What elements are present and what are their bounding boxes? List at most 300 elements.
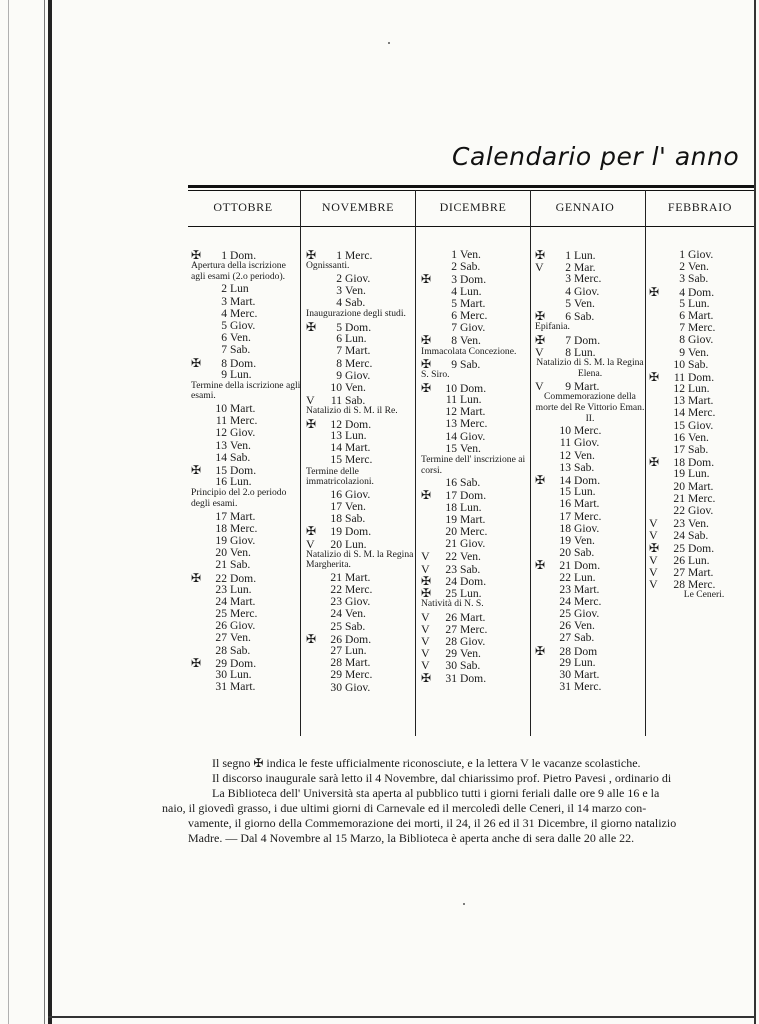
day-entry: [421, 672, 533, 684]
day-entry: [535, 547, 647, 559]
weekday: Lun.: [230, 582, 252, 596]
day-note: Termine dell' inscrizione ai corsi.: [421, 454, 526, 476]
weekday: Mart.: [230, 402, 256, 416]
holiday-cross-icon: ✠: [306, 248, 317, 262]
weekday: Giov.: [460, 429, 486, 443]
day-number: 19: [330, 525, 342, 539]
weekday: Dom.: [230, 571, 257, 585]
day-number: 16: [673, 430, 685, 444]
weekday: Mart.: [688, 565, 714, 579]
weekday: Mart.: [688, 308, 714, 322]
weekday: Mart.: [460, 405, 486, 419]
weekday: Lun.: [460, 284, 482, 298]
weekday: Giov.: [688, 418, 714, 432]
day-number: 29: [215, 656, 227, 670]
binding-edge: [48, 0, 52, 1024]
day-number: 9: [679, 345, 685, 359]
day-entry: [306, 513, 418, 525]
weekday: Sab.: [460, 476, 481, 490]
day-note: Inaugurazione degli studi.: [306, 308, 406, 320]
day-entry: [306, 525, 418, 537]
vacation-marker: V: [421, 549, 430, 564]
paper-speck: [463, 903, 465, 905]
day-number: 5: [336, 320, 342, 334]
weekday: Lun.: [230, 668, 252, 681]
footer-line: Il segno ✠ indica le feste ufficialmente riconosciute, e la lettera V le vacanze scolastiche.: [212, 756, 641, 770]
day-number: 9: [221, 367, 227, 381]
day-number: 26: [445, 610, 457, 624]
day-number: 24: [330, 607, 342, 621]
weekday: Ven.: [345, 380, 366, 394]
day-number: 14: [330, 441, 342, 455]
table-top-rule-thin: [188, 190, 754, 191]
weekday: Ven.: [688, 430, 709, 444]
weekday: Dom.: [460, 671, 487, 685]
weekday: Ven.: [345, 499, 366, 513]
page-title: Calendario per l' anno: [452, 142, 740, 171]
day-number: 22: [559, 570, 571, 584]
day-number: 27: [559, 631, 571, 645]
month-header-ottobre: OTTOBRE: [213, 200, 273, 214]
weekday: Lun.: [688, 296, 710, 310]
day-number: 2: [565, 261, 571, 275]
weekday: Lun.: [574, 345, 596, 359]
day-entry: [421, 261, 533, 273]
weekday: Dom.: [688, 541, 715, 555]
paper-speck: [388, 42, 390, 44]
weekday: Mar.: [574, 261, 596, 275]
day-entry: [535, 249, 647, 261]
vacation-marker: V: [535, 260, 544, 275]
day-number: 12: [330, 417, 342, 431]
day-number: 3: [336, 283, 342, 297]
weekday: Sab.: [230, 558, 251, 572]
weekday: Giov.: [460, 321, 486, 335]
weekday: Merc.: [345, 668, 373, 682]
day-number: 19: [559, 533, 571, 547]
day-number: 27: [330, 644, 342, 658]
weekday: Merc.: [345, 249, 373, 262]
month-column-novembre: [306, 249, 418, 694]
day-note: Ognissanti.: [306, 260, 350, 272]
weekday: Lun.: [574, 570, 596, 584]
weekday: Merc.: [345, 453, 373, 467]
holiday-cross-icon: ✠: [421, 272, 432, 287]
vacation-marker: V: [306, 536, 315, 551]
weekday: Ven.: [460, 550, 481, 564]
day-note: S. Siro.: [421, 369, 450, 381]
day-number: 20: [673, 479, 685, 493]
weekday: Dom.: [345, 417, 372, 431]
day-number: 12: [445, 405, 457, 419]
weekday: Ven.: [574, 296, 595, 310]
weekday: Dom.: [688, 370, 715, 384]
weekday: Lun.: [574, 655, 596, 669]
weekday: Dom.: [230, 249, 257, 262]
day-number: 8: [565, 345, 571, 359]
weekday: Ven.: [230, 438, 251, 452]
weekday: Merc.: [460, 308, 488, 322]
day-number: 19: [673, 467, 685, 481]
month-column-dicembre: [421, 249, 533, 684]
holiday-cross-icon: ✠: [306, 631, 317, 646]
day-number: 17: [330, 499, 342, 513]
weekday: Dom.: [688, 456, 715, 470]
day-number: 14: [445, 429, 457, 443]
weekday: Merc.: [345, 356, 373, 370]
holiday-cross-icon: ✠: [421, 573, 432, 588]
holiday-cross-icon: ✠: [421, 333, 432, 348]
day-number: 26: [330, 632, 342, 646]
vacation-marker: V: [649, 552, 658, 567]
day-number: 2: [221, 282, 227, 296]
weekday: Sab.: [460, 260, 481, 274]
weekday: Giov.: [345, 680, 371, 694]
weekday: Giov.: [460, 635, 486, 649]
vacation-marker: V: [421, 621, 430, 636]
vacation-marker: V: [421, 634, 430, 649]
day-number: 29: [559, 655, 571, 669]
weekday: Mart.: [574, 497, 600, 511]
day-number: 25: [559, 607, 571, 621]
holiday-cross-icon: ✠: [421, 380, 432, 395]
day-number: 21: [215, 558, 227, 572]
day-number: 18: [673, 456, 685, 470]
day-number: 1: [221, 249, 227, 262]
weekday: Ven.: [230, 331, 251, 345]
month-header-dicembre: DICEMBRE: [439, 200, 507, 214]
day-number: 26: [559, 619, 571, 633]
page-shadow-line: [8, 0, 9, 1024]
day-note: Natalizio di S. M. la Regina Margherita.: [306, 548, 414, 571]
footer-line: vamente, il giorno della Commemorazione dei morti, il 24, il 26 ed il 31 Dicembre, il giorno natalizio: [188, 816, 677, 830]
weekday: Giov.: [230, 533, 256, 547]
weekday: Sab.: [574, 309, 595, 323]
day-number: 14: [673, 406, 685, 420]
day-number: 26: [673, 553, 685, 567]
day-number: 1: [679, 248, 685, 261]
day-number: 15: [559, 485, 571, 499]
holiday-cross-icon: ✠: [421, 357, 432, 372]
day-note: Natalizio di S. M. la Regina Elena.: [536, 357, 644, 379]
weekday: Sab.: [574, 631, 595, 645]
weekday: Merc.: [688, 406, 716, 420]
holiday-cross-icon: ✠: [535, 558, 546, 573]
day-number: 21: [673, 491, 685, 505]
day-number: 3: [679, 272, 685, 286]
weekday: Mart.: [460, 296, 486, 310]
weekday: Lun.: [688, 382, 710, 396]
holiday-cross-icon: ✠: [421, 670, 432, 685]
day-entry: [191, 681, 303, 693]
day-number: 10: [330, 380, 342, 394]
weekday: Lun.: [688, 467, 710, 481]
day-number: 25: [673, 541, 685, 555]
day-entry: [649, 359, 759, 371]
vacation-marker: V: [421, 658, 430, 673]
weekday: Sab.: [345, 512, 366, 526]
day-number: 21: [559, 559, 571, 573]
footer-notes: [162, 756, 758, 846]
day-entry: [306, 382, 418, 394]
weekday: Sab.: [230, 643, 251, 657]
day-number: 31: [215, 680, 227, 694]
day-number: 16: [445, 476, 457, 490]
weekday: Lun.: [345, 644, 367, 658]
day-number: 11: [445, 393, 457, 407]
day-number: 3: [451, 273, 457, 287]
day-note: Principio del 2.o periodo degli esami.: [191, 487, 287, 509]
day-note: Natività di N. S.: [421, 598, 484, 610]
day-note: Natalizio di S. M. il Re.: [306, 405, 398, 417]
weekday: Giov.: [230, 426, 256, 440]
day-entry: [535, 632, 647, 644]
footer-line: La Biblioteca dell' Università sta aperta al pubblico tutti i giorni feriali dalle ore 9 alle 16 e la: [212, 786, 660, 800]
day-number: 4: [679, 285, 685, 299]
vacation-marker: V: [649, 528, 658, 543]
month-column-gennaio: [535, 249, 647, 693]
weekday: Giov.: [345, 487, 371, 501]
weekday: Mart.: [345, 344, 371, 358]
day-number: 1: [336, 249, 342, 262]
weekday: Giov.: [460, 537, 486, 551]
day-number: 15: [215, 464, 227, 477]
day-number: 22: [215, 571, 227, 585]
weekday: Mart.: [345, 441, 371, 455]
weekday: Giov.: [574, 607, 600, 621]
day-note: Apertura della iscrizione agli esami (2.o periodo).: [191, 260, 286, 282]
weekday: Giov.: [345, 271, 371, 285]
vacation-marker: V: [535, 379, 544, 394]
day-number: 7: [221, 343, 227, 357]
day-number: 18: [215, 521, 227, 535]
weekday: Ven.: [345, 607, 366, 621]
weekday: Lun.: [574, 249, 596, 262]
day-entry: [421, 575, 533, 587]
holiday-cross-icon: ✠: [191, 355, 202, 370]
day-number: 6: [336, 332, 342, 346]
month-header-febbraio: FEBBRAIO: [667, 200, 733, 214]
day-number: 7: [336, 344, 342, 358]
day-number: 7: [451, 321, 457, 335]
day-number: 6: [221, 331, 227, 345]
weekday: Giov.: [345, 368, 371, 382]
weekday: Lun.: [460, 586, 482, 600]
weekday: Giov.: [230, 619, 256, 633]
weekday: Sab.: [688, 272, 709, 286]
day-number: 30: [215, 668, 227, 681]
weekday: Giov.: [574, 284, 600, 298]
day-number: 12: [559, 448, 571, 462]
day-number: 17: [445, 489, 457, 503]
day-number: 14: [215, 450, 227, 464]
weekday: Mart.: [230, 680, 256, 694]
day-number: 6: [451, 308, 457, 322]
weekday: Merc.: [688, 321, 716, 335]
weekday: Mart.: [688, 394, 714, 408]
weekday: Merc.: [574, 509, 602, 523]
day-number: 8: [221, 356, 227, 370]
weekday: Ven.: [688, 517, 709, 531]
vacation-marker: V: [535, 344, 544, 359]
vacation-marker: V: [649, 516, 658, 531]
weekday: Merc.: [230, 414, 258, 428]
weekday: Lun.: [460, 500, 482, 514]
weekday: Giov.: [688, 503, 714, 517]
weekday: Sab.: [345, 296, 366, 310]
day-entry: [649, 566, 759, 578]
day-entry: [421, 647, 533, 659]
day-number: 23: [215, 582, 227, 596]
weekday: Mart.: [345, 656, 371, 670]
weekday: Sab.: [688, 443, 709, 456]
holiday-cross-icon: ✠: [191, 655, 202, 670]
weekday: Sab.: [230, 343, 251, 357]
day-number: 18: [445, 500, 457, 514]
day-number: 18: [559, 521, 571, 535]
day-number: 13: [559, 460, 571, 474]
day-number: 24: [445, 574, 457, 588]
weekday: Mart.: [230, 294, 256, 308]
weekday: Merc.: [345, 583, 373, 597]
day-number: 4: [336, 296, 342, 310]
weekday: Ven.: [345, 283, 366, 297]
day-number: 2: [451, 260, 457, 274]
day-note: Commemorazione della morte del Re Vittorio Eman. II.: [535, 391, 645, 424]
day-number: 27: [215, 631, 227, 645]
footer-line: Il discorso inaugurale sarà letto il 4 Novembre, dal chiarissimo prof. Pietro Pavesi , ordinario di: [212, 771, 672, 785]
weekday: Mart.: [574, 668, 600, 681]
weekday: Mart.: [688, 479, 714, 493]
day-number: 2: [679, 260, 685, 274]
weekday: Lun.: [688, 553, 710, 567]
day-number: 23: [673, 517, 685, 531]
vacation-marker: V: [649, 564, 658, 579]
page-bottom-edge: [48, 1016, 756, 1018]
month-column-ottobre: [191, 249, 303, 693]
weekday: Dom.: [460, 273, 487, 287]
holiday-cross-icon: ✠: [535, 332, 546, 347]
day-entry: [191, 559, 303, 571]
weekday: Merc.: [460, 622, 488, 636]
day-entry: [421, 563, 533, 575]
day-number: 7: [679, 321, 685, 335]
day-number: 11: [215, 414, 227, 428]
weekday: Lun.: [230, 475, 252, 489]
day-number: 27: [673, 565, 685, 579]
weekday: Sab.: [460, 358, 481, 372]
day-number: 30: [445, 659, 457, 673]
weekday: Giov.: [345, 595, 371, 609]
weekday: Sab.: [688, 357, 709, 371]
weekday: Giov.: [688, 333, 714, 347]
day-entry: [421, 322, 533, 334]
day-number: 8: [336, 356, 342, 370]
holiday-cross-icon: ✠: [191, 570, 202, 585]
day-number: 21: [445, 537, 457, 551]
weekday: Dom.: [460, 489, 487, 503]
holiday-cross-icon: ✠: [421, 488, 432, 503]
holiday-cross-icon: ✠: [306, 319, 317, 334]
holiday-cross-icon: ✠: [191, 248, 202, 262]
weekday: Giov.: [574, 521, 600, 535]
day-entry: [191, 344, 303, 356]
weekday: Sab.: [345, 394, 366, 408]
weekday: Merc.: [574, 680, 602, 694]
day-number: 3: [565, 272, 571, 286]
weekday: Ven.: [574, 533, 595, 547]
day-number: 27: [445, 622, 457, 636]
weekday: Ven.: [230, 546, 251, 560]
day-number: 25: [330, 619, 342, 633]
day-number: 11: [559, 436, 571, 450]
vacation-marker: V: [421, 561, 430, 576]
day-entry: [306, 454, 418, 466]
day-number: 14: [559, 474, 571, 487]
day-number: 16: [215, 475, 227, 489]
day-entry: [421, 477, 533, 489]
footer-line: naio, il giovedì grasso, i due ultimi giorni di Carnevale ed il mercoledì delle Ceneri, il 14 marzo con-: [162, 801, 647, 815]
day-number: 31: [445, 671, 457, 685]
day-number: 7: [565, 333, 571, 347]
weekday: Ven.: [574, 619, 595, 633]
holiday-cross-icon: ✠: [649, 284, 660, 299]
weekday: Dom.: [230, 356, 257, 370]
day-entry: [421, 334, 533, 346]
weekday: Giov.: [230, 318, 256, 332]
weekday: Dom.: [574, 559, 601, 573]
day-number: 10: [559, 424, 571, 438]
weekday: Mart.: [230, 594, 256, 608]
weekday: Dom.: [345, 525, 372, 539]
weekday: Dom: [574, 644, 598, 658]
weekday: Giov.: [688, 248, 714, 261]
day-note: Termine della iscrizione agli esami.: [191, 379, 301, 402]
holiday-cross-icon: ✠: [535, 308, 546, 323]
day-number: 5: [679, 296, 685, 310]
weekday: Merc.: [230, 607, 258, 621]
weekday: Sab.: [460, 659, 481, 673]
day-number: 13: [445, 417, 457, 431]
weekday: Dom.: [345, 632, 372, 646]
table-top-rule: [188, 185, 754, 188]
holiday-cross-icon: ✠: [649, 540, 660, 555]
day-number: 1: [451, 248, 457, 261]
footer-line: Madre. — Dal 4 Novembre al 15 Marzo, la Biblioteca è aperta anche di sera dalle 20 alle 22.: [188, 831, 635, 845]
weekday: Ven.: [574, 448, 595, 462]
day-number: 20: [445, 524, 457, 538]
weekday: Dom.: [230, 464, 257, 477]
weekday: Dom.: [574, 333, 601, 347]
weekday: Ven.: [460, 441, 481, 455]
day-entry: [649, 529, 759, 541]
weekday: Merc.: [574, 272, 602, 286]
vacation-marker: V: [306, 393, 315, 408]
day-number: 22: [445, 550, 457, 564]
day-number: 2: [336, 271, 342, 285]
day-number: 22: [330, 583, 342, 597]
holiday-cross-icon: ✠: [306, 416, 317, 431]
weekday: Merc.: [574, 424, 602, 438]
vacation-marker: V: [421, 609, 430, 624]
binding-edge-thin: [44, 0, 45, 1024]
day-entry: [421, 659, 533, 671]
day-number: 9: [565, 380, 571, 394]
day-number: 13: [673, 394, 685, 408]
holiday-cross-icon: ✠: [535, 473, 546, 487]
holiday-cross-icon: ✠: [535, 643, 546, 658]
day-number: 31: [559, 680, 571, 694]
